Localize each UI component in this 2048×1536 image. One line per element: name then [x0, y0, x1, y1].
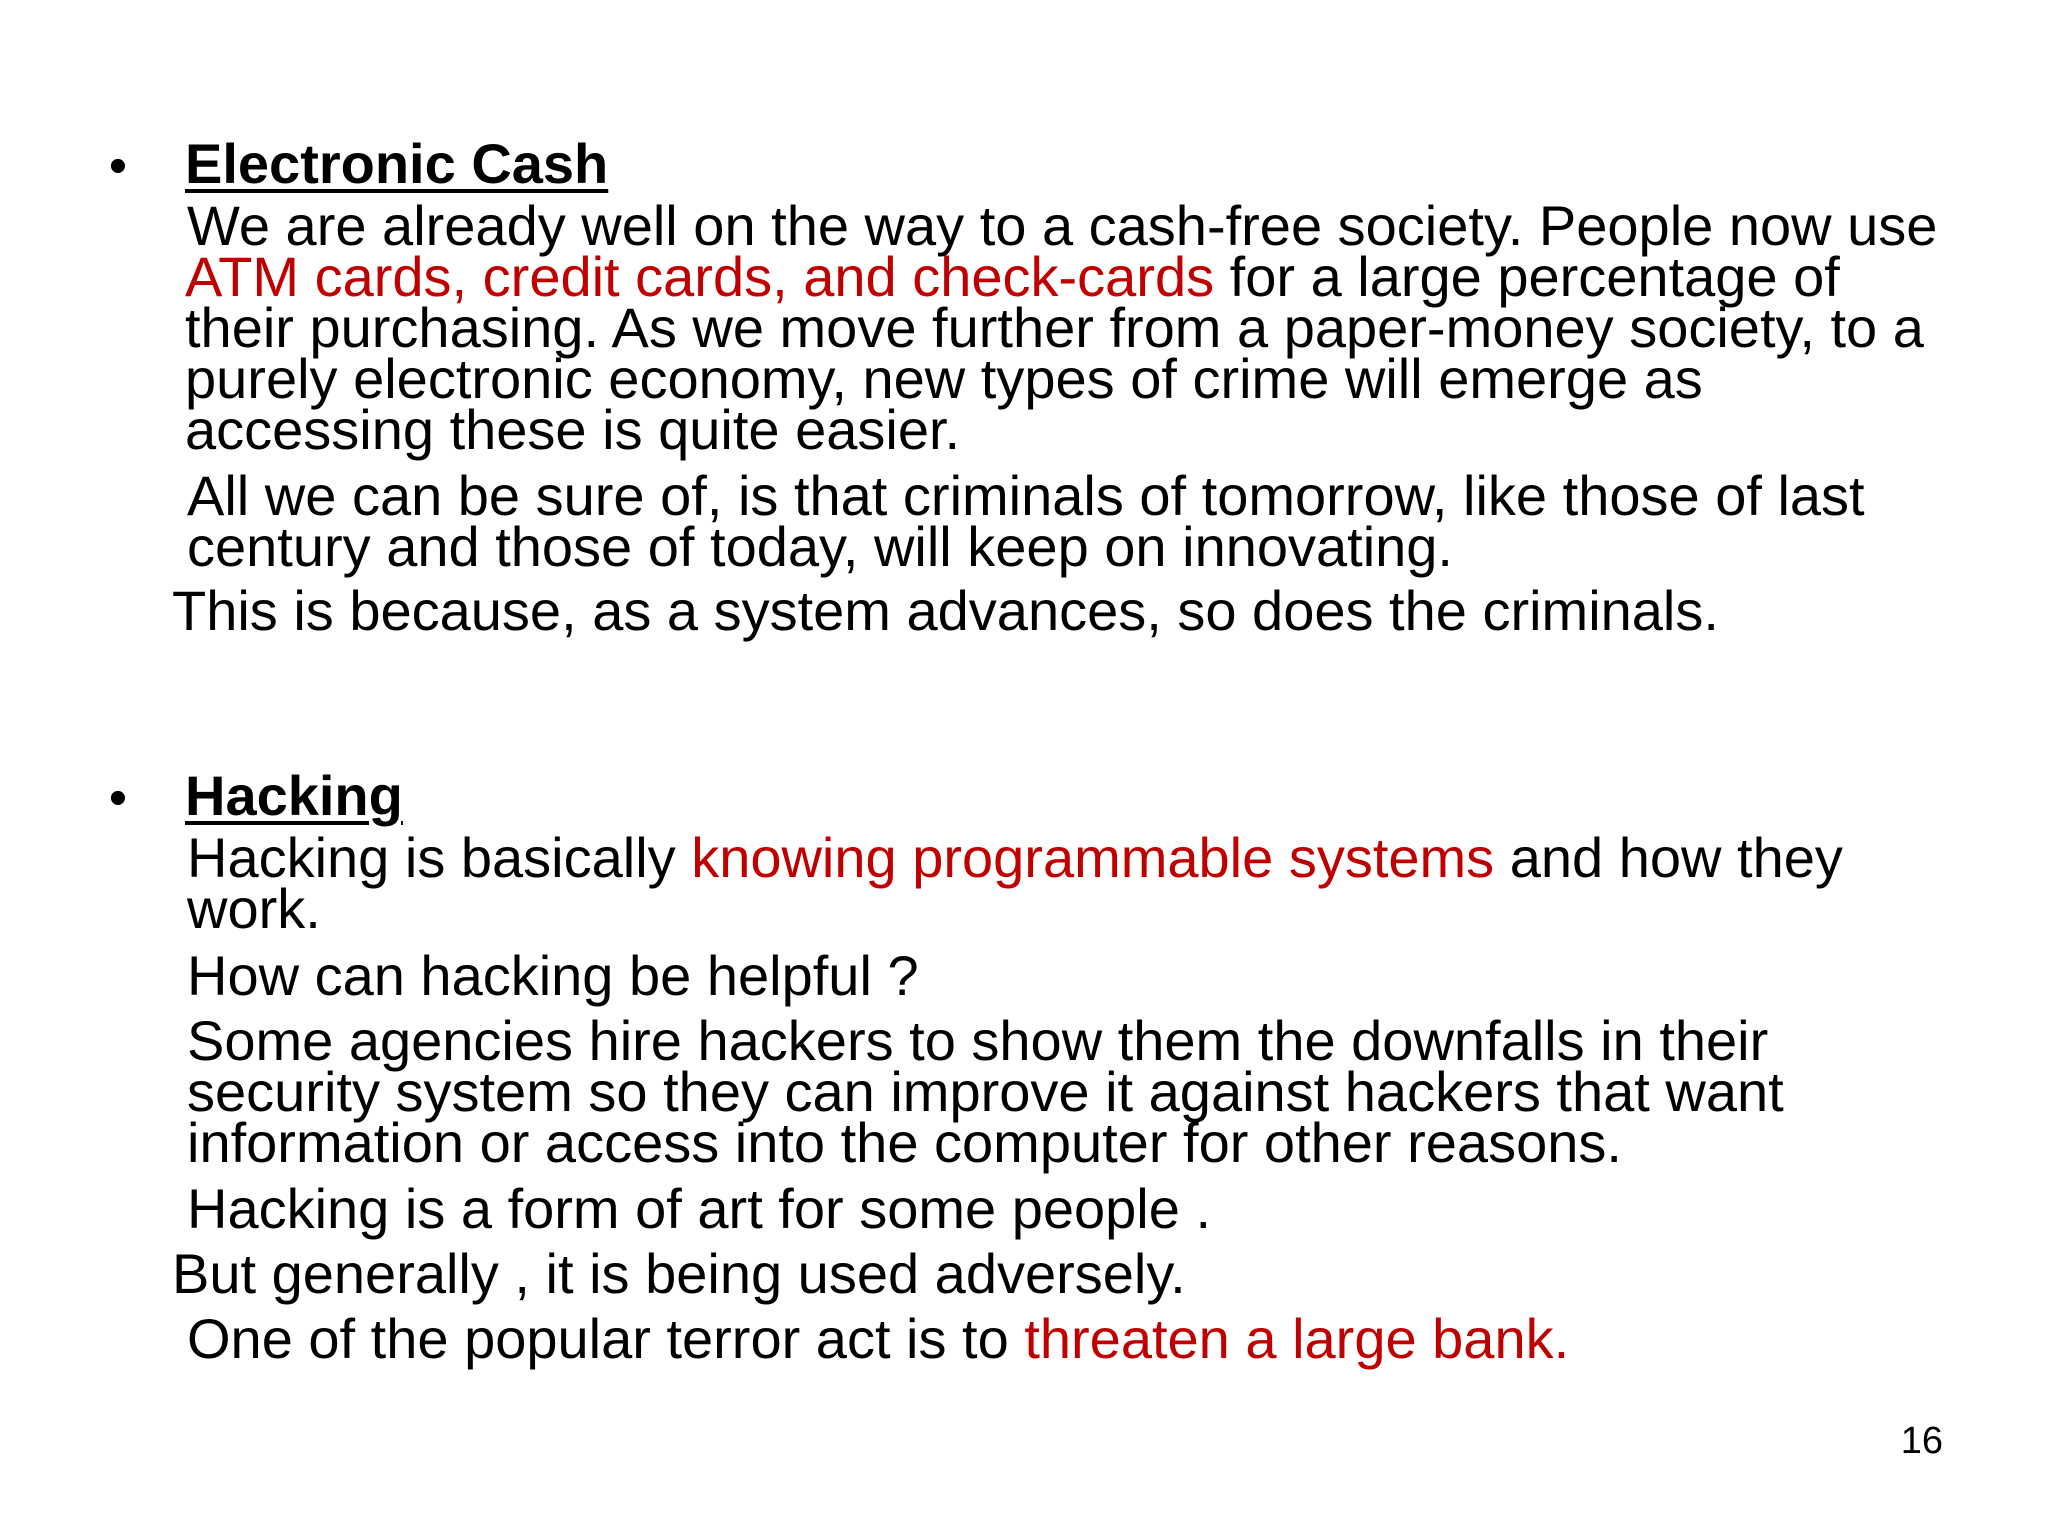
highlight-threaten-bank: threaten a large bank. [1024, 1307, 1570, 1370]
paragraph-used-adversely: But generally , it is being used adversely. [172, 1242, 1186, 1305]
heading-hacking: Hacking [185, 764, 403, 827]
paragraph-hacking-helpful: How can hacking be helpful ? [187, 944, 919, 1007]
bullet-hacking: • [108, 769, 128, 827]
highlight-programmable-systems: knowing programmable systems [691, 826, 1495, 889]
bullet-electronic-cash: • [108, 137, 128, 195]
paragraph-terror-text-start: One of the popular terror act is to [187, 1307, 1025, 1370]
paragraph-form-of-art: Hacking is a form of art for some people . [187, 1177, 1211, 1240]
paragraph-cash-text-end: for a large percentage of their purchasing. As we move further from a paper-money society, to a purely electronic economy, new types of crime will emerge as accessing these is quite easier. [185, 245, 1924, 461]
paragraph-criminals-innovating: All we can be sure of, is that criminals of tomorrow, like those of last century and those of today, will keep on innovating. [187, 464, 1865, 578]
page-number: 16 [1900, 1420, 1943, 1462]
paragraph-hacking-text-end: and how they work. [187, 826, 1843, 940]
heading-electronic-cash: Electronic Cash [185, 132, 609, 195]
paragraph-cash-text-start: We are already well on the way to a cash-free society. People now use [187, 194, 1938, 257]
paragraph-cash-free-society [185, 194, 1945, 461]
paragraph-hacking-definition [187, 826, 1907, 940]
paragraph-terror-act [187, 1307, 1987, 1370]
paragraph-hacking-text-start: Hacking is basically [187, 826, 692, 889]
paragraph-system-advances: This is because, as a system advances, so does the criminals. [172, 579, 1719, 642]
highlight-atm-cards: ATM cards, credit cards, and check-cards [185, 245, 1215, 308]
paragraph-agencies-hire-hackers: Some agencies hire hackers to show them the downfalls in their security system so they can improve it against hackers that want information or access into the computer for other reasons. [187, 1009, 1784, 1174]
